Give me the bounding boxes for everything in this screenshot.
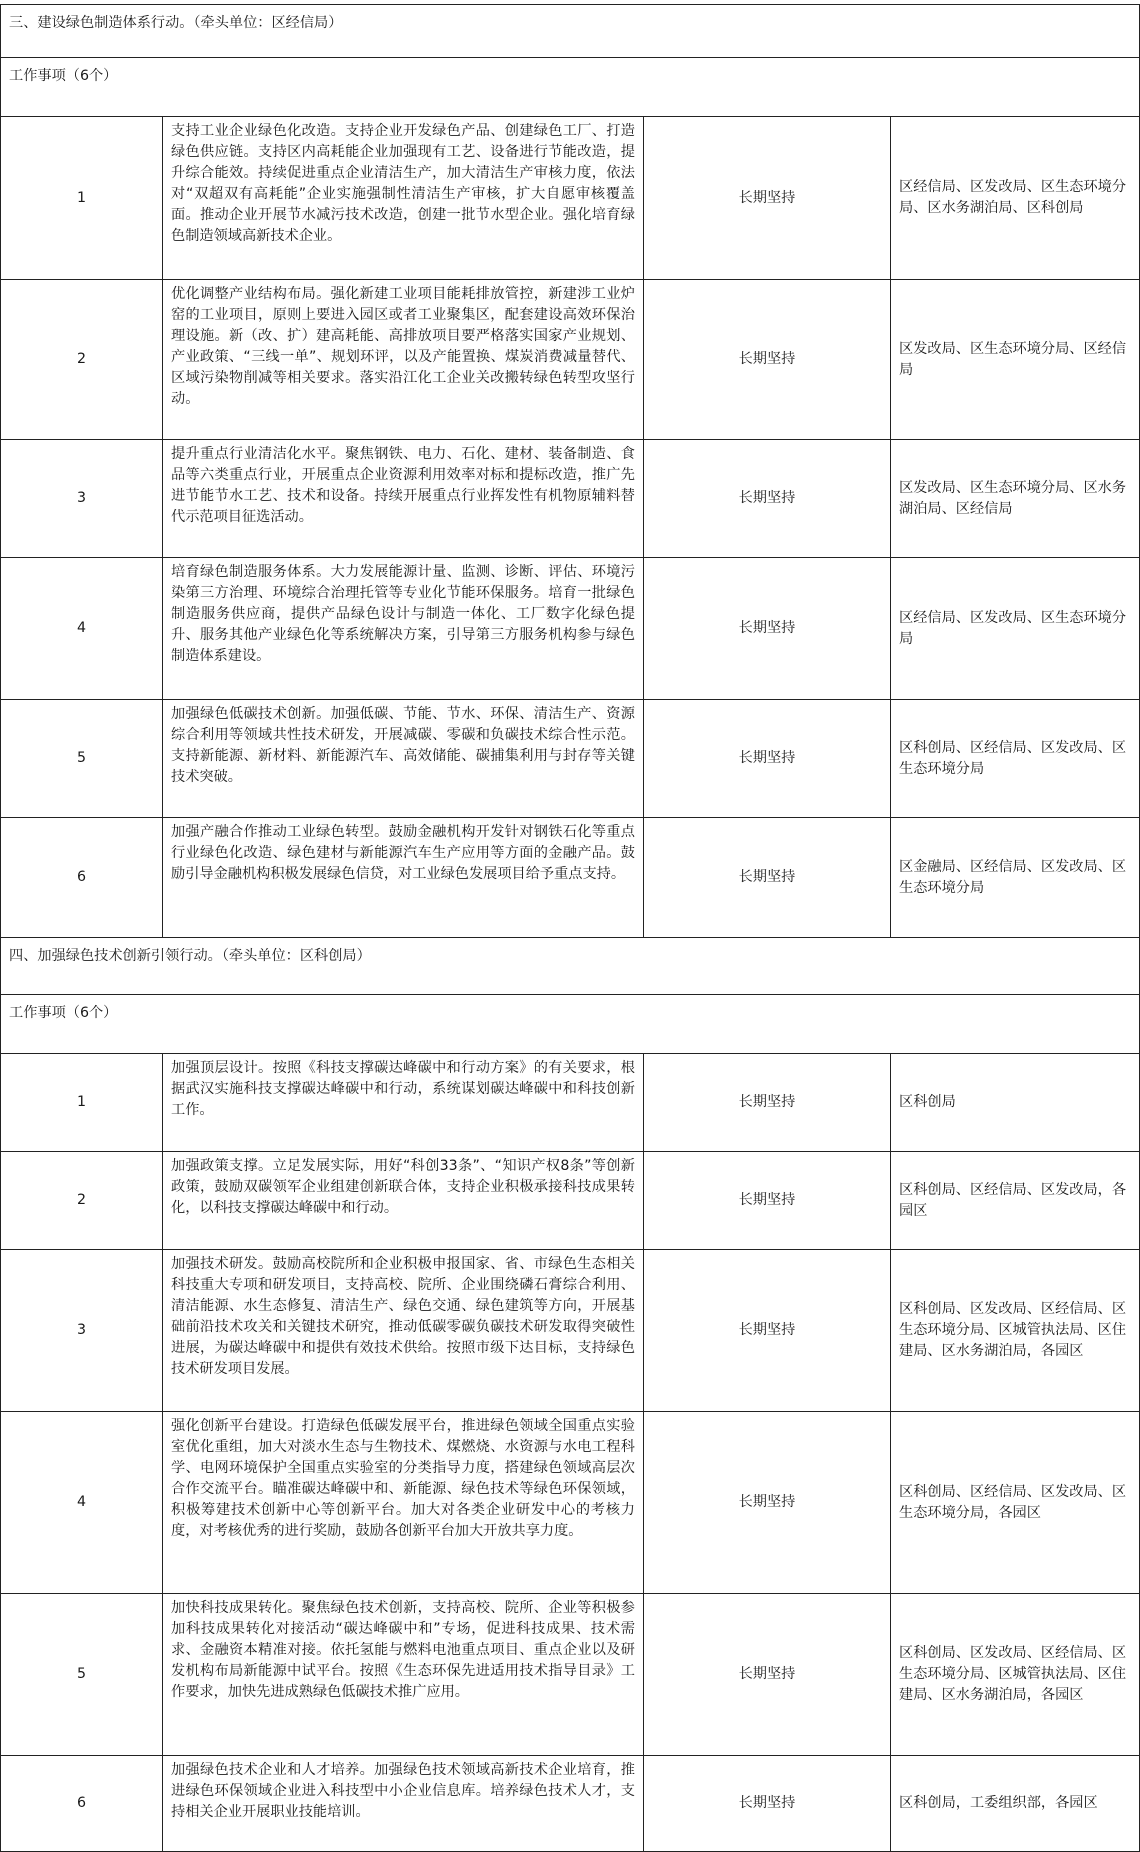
section-heading-row (1, 938, 1140, 995)
item-content: 加快科技成果转化。聚焦绿色技术创新，支持高校、院所、企业等积极参加科技成果转化对接活动“碳达峰碳中和”专场，促进科技成果、技术需求、金融资本精准对接。依托氢能与燃料电池重点项目、重点企业以及研发机构布局新能源中试平台。按照《生态环保先进适用技术指导目录》工作要求，加快先进成熟绿色低碳技术推广应用。 (163, 1594, 644, 1756)
table-row (1, 818, 1140, 938)
item-term: 长期坚持 (644, 440, 891, 558)
item-term: 长期坚持 (644, 1250, 891, 1412)
table-row (1, 440, 1140, 558)
table-row (1, 1054, 1140, 1152)
table-row (1, 700, 1140, 818)
item-number: 1 (1, 1054, 163, 1152)
item-content: 强化创新平台建设。打造绿色低碳发展平台，推进绿色领域全国重点实验室优化重组，加大对淡水生态与生物技术、煤燃烧、水资源与水电工程科学、电网环境保护全国重点实验室的分类指导力度，搭建绿色领域高层次合作交流平台。瞄准碳达峰碳中和、新能源、绿色技术等绿色环保领域，积极筹建技术创新中心等创新平台。加大对各类企业研发中心的考核力度，对考核优秀的进行奖励，鼓励各创新平台加大开放共享力度。 (163, 1412, 644, 1594)
item-content: 加强技术研发。鼓励高校院所和企业积极申报国家、省、市绿色生态相关科技重大专项和研发项目，支持高校、院所、企业围绕磷石膏综合利用、清洁能源、水生态修复、清洁生产、绿色交通、绿色建筑等方向，开展基础前沿技术攻关和关键技术研究，推动低碳零碳负碳技术研发取得突破性进展，为碳达峰碳中和提供有效技术供给。按照市级下达目标，支持绿色技术研发项目发展。 (163, 1250, 644, 1412)
work-items-count: 工作事项（6个） (1, 995, 1140, 1054)
responsible-units: 区经信局、区发改局、区生态环境分局、区水务湖泊局、区科创局 (891, 117, 1140, 280)
item-term: 长期坚持 (644, 1152, 891, 1250)
section-heading: 三、建设绿色制造体系行动。（牵头单位：区经信局） (1, 5, 1140, 58)
section-heading-row (1, 5, 1140, 58)
item-term: 长期坚持 (644, 1756, 891, 1852)
item-content: 提升重点行业清洁化水平。聚焦钢铁、电力、石化、建材、装备制造、食品等六类重点行业，开展重点企业资源利用效率对标和提标改造，推广先进节能节水工艺、技术和设备。持续开展重点行业挥发性有机物原辅料替代示范项目征选活动。 (163, 440, 644, 558)
work-items-count: 工作事项（6个） (1, 58, 1140, 117)
action-items-table (0, 4, 1140, 1852)
item-content: 培育绿色制造服务体系。大力发展能源计量、监测、诊断、评估、环境污染第三方治理、环境综合治理托管等专业化节能环保服务。培育一批绿色制造服务供应商，提供产品绿色设计与制造一体化、工厂数字化绿色提升、服务其他产业绿色化等系统解决方案，引导第三方服务机构参与绿色制造体系建设。 (163, 558, 644, 700)
responsible-units: 区发改局、区生态环境分局、区经信局 (891, 280, 1140, 440)
responsible-units: 区科创局 (891, 1054, 1140, 1152)
item-term: 长期坚持 (644, 700, 891, 818)
item-number: 5 (1, 700, 163, 818)
item-term: 长期坚持 (644, 1054, 891, 1152)
item-content: 优化调整产业结构布局。强化新建工业项目能耗排放管控，新建涉工业炉窑的工业项目，原则上要进入园区或者工业聚集区，配套建设高效环保治理设施。新（改、扩）建高耗能、高排放项目要严格落实国家产业规划、产业政策、“三线一单”、规划环评，以及产能置换、煤炭消费减量替代、区域污染物削减等相关要求。落实沿江化工企业关改搬转绿色转型攻坚行动。 (163, 280, 644, 440)
item-number: 4 (1, 558, 163, 700)
item-number: 3 (1, 440, 163, 558)
item-content: 加强绿色技术企业和人才培养。加强绿色技术领域高新技术企业培育，推进绿色环保领域企业进入科技型中小企业信息库。培养绿色技术人才，支持相关企业开展职业技能培训。 (163, 1756, 644, 1852)
item-number: 6 (1, 1756, 163, 1852)
table-row (1, 117, 1140, 280)
item-number: 2 (1, 1152, 163, 1250)
item-number: 6 (1, 818, 163, 938)
responsible-units: 区金融局、区经信局、区发改局、区生态环境分局 (891, 818, 1140, 938)
item-term: 长期坚持 (644, 280, 891, 440)
item-content: 加强顶层设计。按照《科技支撑碳达峰碳中和行动方案》的有关要求，根据武汉实施科技支撑碳达峰碳中和行动，系统谋划碳达峰碳中和科技创新工作。 (163, 1054, 644, 1152)
table-row (1, 1594, 1140, 1756)
table-row (1, 1756, 1140, 1852)
responsible-units: 区科创局、区经信局、区发改局、区生态环境分局 (891, 700, 1140, 818)
item-content: 支持工业企业绿色化改造。支持企业开发绿色产品、创建绿色工厂、打造绿色供应链。支持区内高耗能企业加强现有工艺、设备进行节能改造，提升综合能效。持续促进重点企业清洁生产，加大清洁生产审核力度，依法对“双超双有高耗能”企业实施强制性清洁生产审核，扩大自愿审核覆盖面。推动企业开展节水减污技术改造，创建一批节水型企业。强化培育绿色制造领域高新技术企业。 (163, 117, 644, 280)
responsible-units: 区科创局，工委组织部，各园区 (891, 1756, 1140, 1852)
item-number: 2 (1, 280, 163, 440)
table-row (1, 1250, 1140, 1412)
section-heading: 四、加强绿色技术创新引领行动。（牵头单位：区科创局） (1, 938, 1140, 995)
item-number: 1 (1, 117, 163, 280)
responsible-units: 区科创局、区发改局、区经信局、区生态环境分局、区城管执法局、区住建局、区水务湖泊局，各园区 (891, 1250, 1140, 1412)
responsible-units: 区发改局、区生态环境分局、区水务湖泊局、区经信局 (891, 440, 1140, 558)
table-row (1, 558, 1140, 700)
item-term: 长期坚持 (644, 117, 891, 280)
item-term: 长期坚持 (644, 1594, 891, 1756)
responsible-units: 区科创局、区发改局、区经信局、区生态环境分局、区城管执法局、区住建局、区水务湖泊局，各园区 (891, 1594, 1140, 1756)
item-content: 加强绿色低碳技术创新。加强低碳、节能、节水、环保、清洁生产、资源综合利用等领域共性技术研发，开展减碳、零碳和负碳技术综合性示范。支持新能源、新材料、新能源汽车、高效储能、碳捕集利用与封存等关键技术突破。 (163, 700, 644, 818)
table-row (1, 1412, 1140, 1594)
subheading-row (1, 995, 1140, 1054)
item-term: 长期坚持 (644, 558, 891, 700)
responsible-units: 区科创局、区经信局、区发改局、区生态环境分局，各园区 (891, 1412, 1140, 1594)
item-term: 长期坚持 (644, 1412, 891, 1594)
item-number: 3 (1, 1250, 163, 1412)
item-term: 长期坚持 (644, 818, 891, 938)
item-content: 加强政策支撑。立足发展实际，用好“科创33条”、“知识产权8条”等创新政策，鼓励双碳领军企业组建创新联合体，支持企业积极承接科技成果转化，以科技支撑碳达峰碳中和行动。 (163, 1152, 644, 1250)
item-number: 5 (1, 1594, 163, 1756)
item-content: 加强产融合作推动工业绿色转型。鼓励金融机构开发针对钢铁石化等重点行业绿色化改造、绿色建材与新能源汽车生产应用等方面的金融产品。鼓励引导金融机构积极发展绿色信贷，对工业绿色发展项目给予重点支持。 (163, 818, 644, 938)
responsible-units: 区科创局、区经信局、区发改局，各园区 (891, 1152, 1140, 1250)
subheading-row (1, 58, 1140, 117)
responsible-units: 区经信局、区发改局、区生态环境分局 (891, 558, 1140, 700)
policy-table-document (0, 4, 1139, 1852)
item-number: 4 (1, 1412, 163, 1594)
table-row (1, 280, 1140, 440)
table-row (1, 1152, 1140, 1250)
